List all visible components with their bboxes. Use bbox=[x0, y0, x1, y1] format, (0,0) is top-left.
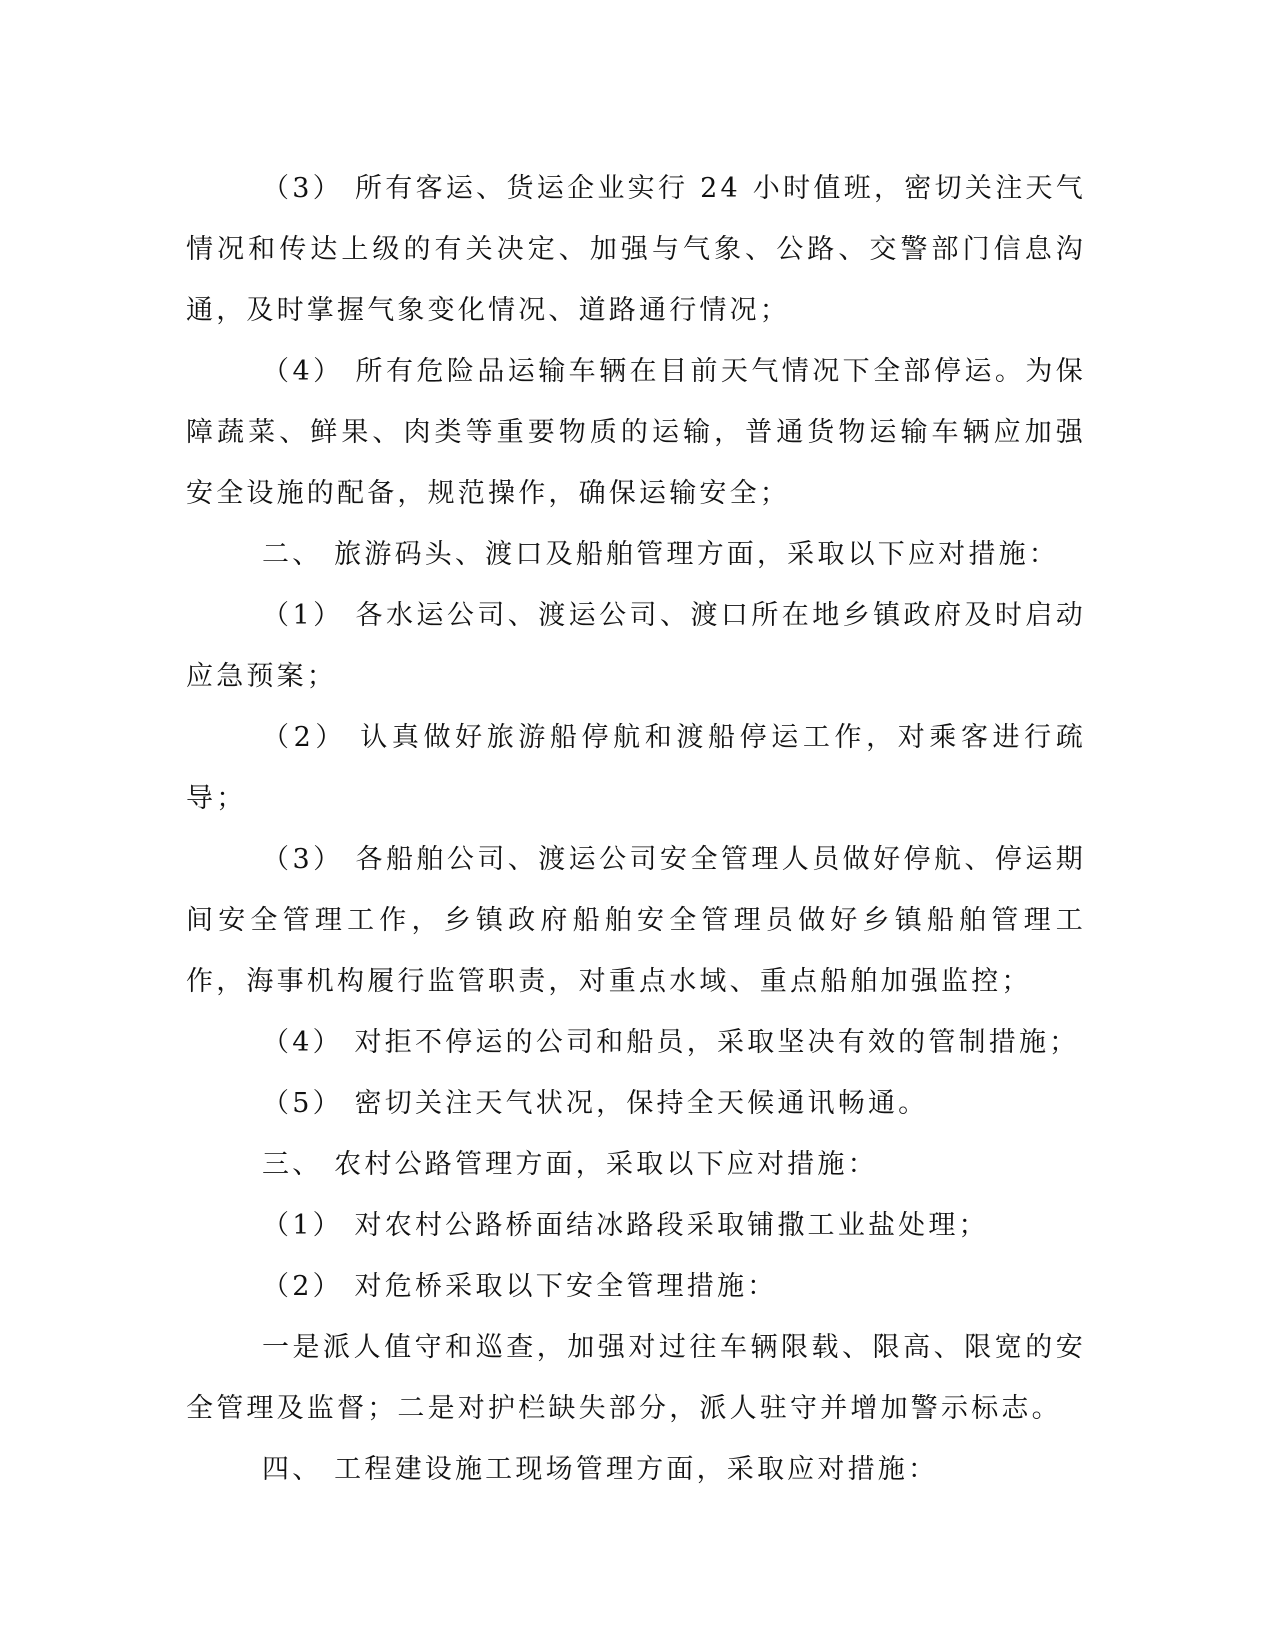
paragraph-dangerous-bridges: （2） 对危桥采取以下安全管理措施： bbox=[262, 1271, 778, 1302]
paragraph-passenger-freight-duty: （3） 所有客运、货运企业实行 24 小时值班，密切关注天气情况和传达上级的有关决定、加强与气象、公路、交警部门信息沟通，及时掌握气象变化情况、道路通行情况； bbox=[186, 173, 1086, 326]
paragraph-patrol-guardrail: 一是派人值守和巡查，加强对过往车辆限载、限高、限宽的安全管理及监督；二是对护栏缺失部分，派人驻守并增加警示标志。 bbox=[186, 1332, 1086, 1424]
paragraph-weather-monitoring: （5） 密切关注天气状况，保持全天候通讯畅通。 bbox=[262, 1088, 929, 1119]
document-body bbox=[186, 158, 1086, 1500]
section-heading-ferry-ships: 二、 旅游码头、渡口及船舶管理方面，采取以下应对措施： bbox=[262, 539, 1059, 570]
section-heading-construction-sites: 四、 工程建设施工现场管理方面，采取应对措施： bbox=[262, 1454, 939, 1485]
paragraph-hazardous-vehicles: （4） 所有危险品运输车辆在目前天气情况下全部停运。为保障蔬菜、鲜果、肉类等重要物质的运输，普通货物运输车辆应加强安全设施的配备，规范操作，确保运输安全； bbox=[186, 356, 1086, 509]
paragraph-enforcement: （4） 对拒不停运的公司和船员，采取坚决有效的管制措施； bbox=[262, 1027, 1080, 1058]
paragraph-icy-bridge-salt: （1） 对农村公路桥面结冰路段采取铺撒工业盐处理； bbox=[262, 1210, 989, 1241]
paragraph-emergency-plan: （1） 各水运公司、渡运公司、渡口所在地乡镇政府及时启动应急预案； bbox=[186, 600, 1086, 692]
section-heading-rural-roads: 三、 农村公路管理方面，采取以下应对措施： bbox=[262, 1149, 878, 1180]
paragraph-suspend-service: （2） 认真做好旅游船停航和渡船停运工作，对乘客进行疏导； bbox=[186, 722, 1086, 814]
paragraph-safety-management: （3） 各船舶公司、渡运公司安全管理人员做好停航、停运期间安全管理工作，乡镇政府船舶安全管理员做好乡镇船舶管理工作，海事机构履行监管职责，对重点水域、重点船舶加强监控； bbox=[186, 844, 1086, 997]
